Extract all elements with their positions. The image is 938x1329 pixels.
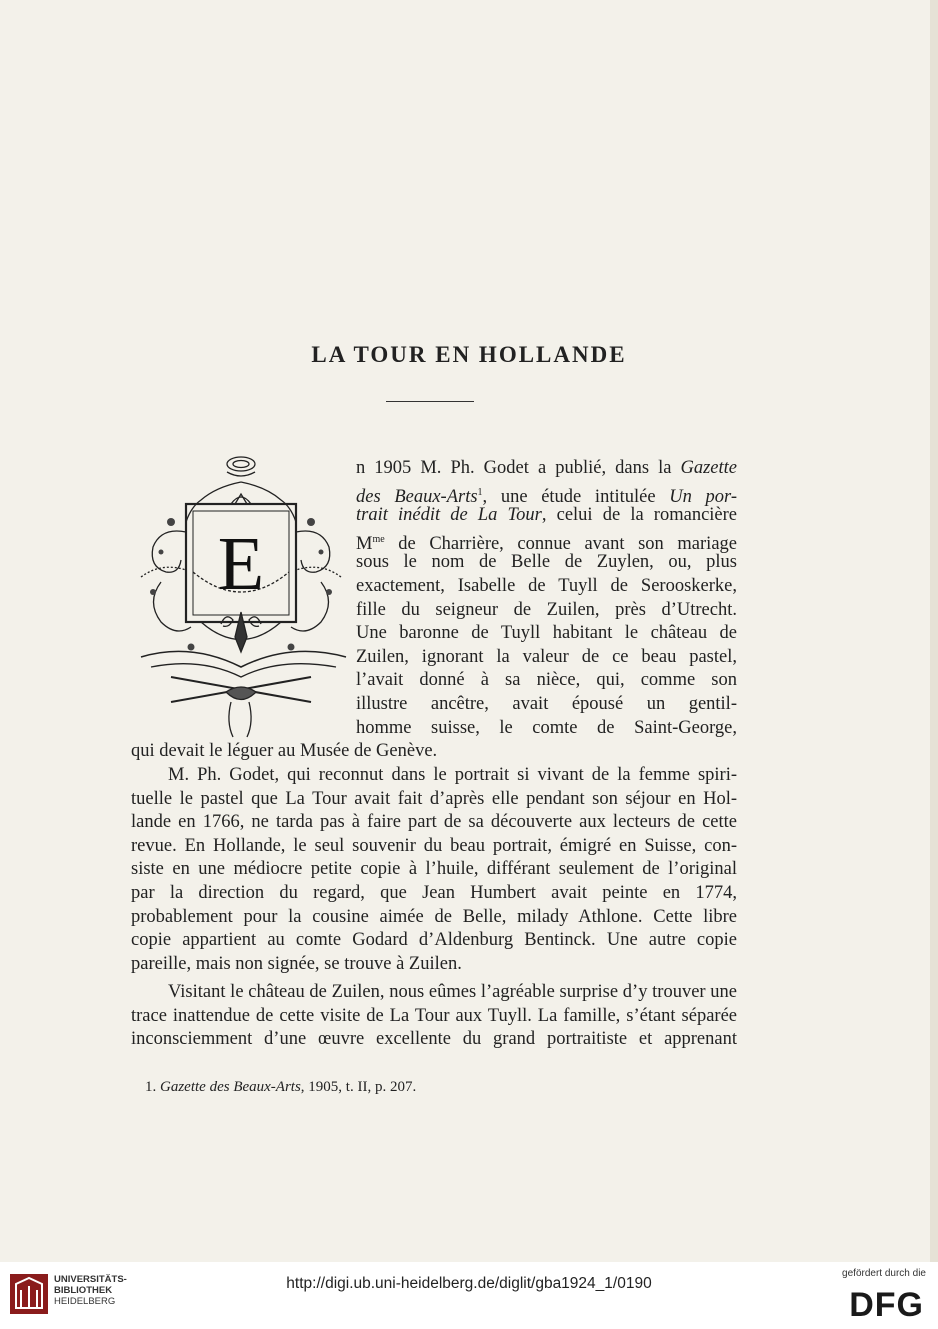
text-line xyxy=(131,858,737,882)
text-run: exactement, Isabelle de Tuyll de Serooskerke, xyxy=(356,575,737,596)
text-run: trace inattendue de cette visite de La Tour aux Tuyll. La famille, s’étant séparée xyxy=(131,1005,737,1026)
text-run: Gazette xyxy=(680,458,737,478)
footnote xyxy=(145,1079,416,1096)
text-line xyxy=(131,693,737,717)
article-title: LA TOUR EN HOLLANDE xyxy=(311,342,627,367)
paragraph-2 xyxy=(131,764,737,976)
text-run: par la direction du regard, que Jean Humbert avait peinte en 1774, xyxy=(131,882,737,903)
text-line xyxy=(131,929,737,953)
text-line xyxy=(131,646,737,670)
text-run: Zuilen, ignorant la valeur de ce beau pastel, xyxy=(356,646,737,667)
text-run: revue. En Hollande, le seul souvenir du beau portrait, émigré en Suisse, con- xyxy=(131,835,737,856)
title-rule xyxy=(386,401,474,402)
text-run: Un por- xyxy=(669,486,737,507)
library-name-line-2: BIBLIOTHEK xyxy=(54,1285,113,1296)
footnote-run: Gazette des Beaux-Arts xyxy=(160,1079,301,1095)
text-line xyxy=(131,788,737,812)
text-line xyxy=(131,906,737,930)
text-run: copie appartient au comte Godard d’Aldenburg Bentinck. Une autre copie xyxy=(131,930,737,951)
page-edge xyxy=(930,0,938,1262)
text-run: n 1905 M. Ph. Godet a publié, dans la xyxy=(356,458,681,478)
paragraph-3 xyxy=(131,981,737,1052)
funder-logo: DFG xyxy=(849,1286,924,1324)
text-run: lande en 1766, ne tarda pas à faire part de sa découverte aux lecteurs de cette xyxy=(131,812,737,833)
text-line xyxy=(131,599,737,623)
text-run: trait inédit de La Tour xyxy=(356,505,542,526)
text-run: fille du seigneur de Zuilen, près d’Utrecht. xyxy=(356,599,737,620)
footnote-run: 1. xyxy=(145,1079,160,1095)
text-line xyxy=(131,551,737,575)
text-line xyxy=(131,504,737,528)
text-line xyxy=(131,457,737,481)
text-run: qui devait le léguer au Musée de Genève. xyxy=(131,741,438,762)
text-line xyxy=(131,622,737,646)
dropcap-letter: E xyxy=(217,522,265,606)
text-run: illustre ancêtre, avait épousé un gentil- xyxy=(356,693,737,714)
text-run: M. Ph. Godet, qui reconnut dans le portrait si vivant de la femme spiri- xyxy=(131,765,737,785)
text-run: l’avait donné à sa nièce, qui, comme son xyxy=(356,670,737,691)
permalink-url[interactable]: http://digi.ub.uni-heidelberg.de/diglit/gba1924_1/0190 xyxy=(286,1275,652,1292)
text-line xyxy=(131,1028,737,1052)
text-run: siste en une médiocre petite copie à l’huile, différant seulement de l’original xyxy=(131,859,737,880)
library-name-line-3: HEIDELBERG xyxy=(54,1296,116,1307)
text-line xyxy=(131,981,737,1005)
funding-caption: gefördert durch die xyxy=(842,1268,926,1279)
text-run: sous le nom de Belle de Zuylen, ou, plus xyxy=(356,552,737,573)
text-run: tuelle le pastel que La Tour avait fait d’après elle pendant son séjour en Hol- xyxy=(131,788,737,809)
text-run: Une baronne de Tuyll habitant le château de xyxy=(356,623,737,644)
text-line xyxy=(131,811,737,835)
library-name-line-1: UNIVERSITÄTS- xyxy=(54,1274,127,1285)
text-run: 1 xyxy=(477,486,483,498)
text-run: inconsciemment d’une œuvre excellente du grand portraitiste et apprenant xyxy=(131,1029,737,1050)
text-run: homme suisse, le comte de Saint-George, xyxy=(356,717,737,738)
text-line xyxy=(131,835,737,859)
text-run: pareille, mais non signée, se trouve à Zuilen. xyxy=(131,953,462,974)
text-line xyxy=(131,764,737,788)
text-run: me xyxy=(372,533,385,545)
text-run: des Beaux-Arts xyxy=(356,486,478,507)
text-line xyxy=(131,740,737,764)
viewer-footer xyxy=(0,1262,938,1329)
text-run: Visitant le château de Zuilen, nous eûmes l’agréable surprise d’y trouver une xyxy=(131,982,737,1002)
text-run: probablement pour la cousine aimée de Belle, milady Athlone. Cette libre xyxy=(131,906,737,927)
text-line xyxy=(131,953,737,977)
text-line xyxy=(131,669,737,693)
text-line xyxy=(131,481,737,505)
text-run: M xyxy=(356,533,373,554)
text-line xyxy=(131,575,737,599)
text-line xyxy=(131,717,737,741)
text-line xyxy=(131,528,737,552)
text-run: , une étude intitulée xyxy=(482,486,670,507)
text-run: , celui de la romancière xyxy=(541,505,737,526)
text-line xyxy=(131,1005,737,1029)
text-run: de Charrière, connue avant son mariage xyxy=(384,533,737,554)
footnote-run: , 1905, t. II, p. 207. xyxy=(300,1079,417,1095)
paragraph-1 xyxy=(131,457,737,764)
text-line xyxy=(131,882,737,906)
